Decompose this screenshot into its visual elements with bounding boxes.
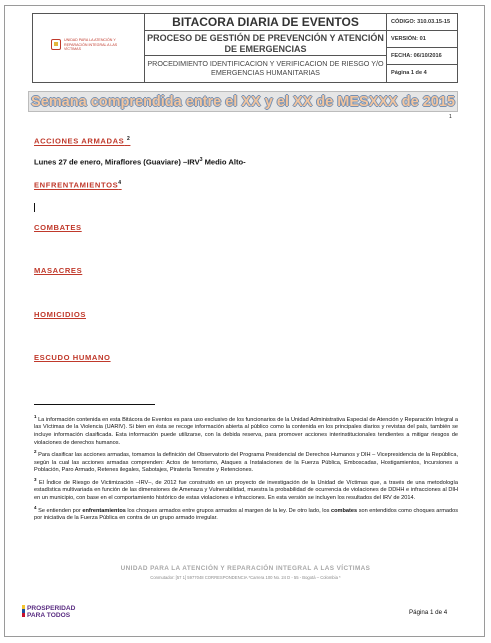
document-version: VERSIÓN: 01 — [387, 31, 457, 48]
footnote-number: 1 — [34, 414, 37, 419]
section-escudo-humano[interactable]: ESCUDO HUMANO — [34, 353, 111, 362]
unidad-victimas-logo — [51, 38, 124, 52]
footnote-number: 3 — [34, 476, 37, 482]
footnote-1 — [34, 413, 458, 447]
footnote-separator — [34, 404, 155, 405]
footnote-ref: 3 — [199, 157, 203, 163]
footnote-number: 2 — [34, 449, 37, 455]
footnote-term: combates — [331, 507, 358, 514]
procedure-name: PROCEDIMIENTO IDENTIFICACION Y VERIFICACION DE RIESGO Y/O EMERGENCIAS HUMANITARIAS — [147, 59, 384, 77]
footer-address: Conmutador: [57 1] 5977048 CORRESPONDENCIA *Carrera 100 No. 24 D - 55 - Bogotá – Colombia * — [150, 575, 341, 580]
process-name: PROCESO DE GESTIÓN DE PREVENCIÓN Y ATENCIÓN DE EMERGENCIAS — [145, 31, 386, 56]
footnote-ref: 4 — [118, 180, 122, 186]
footnote-4 — [34, 504, 458, 523]
section-homicidios[interactable]: HOMICIDIOS — [34, 310, 86, 319]
section-enfrentamientos[interactable] — [34, 180, 122, 190]
colombia-flag-icon — [22, 605, 25, 617]
section-acciones-armadas[interactable] — [34, 136, 130, 146]
footnote-text: Se entienden por — [36, 507, 83, 514]
text-cursor — [34, 203, 35, 212]
document-title: BITACORA DIARIA DE EVENTOS — [145, 14, 386, 31]
footer-organization: UNIDAD PARA LA ATENCIÓN Y REPARACIÓN INTEGRAL A LAS VÍCTIMAS — [120, 565, 371, 572]
banner-footnote-ref: 1 — [449, 114, 452, 120]
shield-icon — [51, 39, 61, 50]
footnote-3 — [34, 476, 458, 503]
week-title-banner[interactable]: Semana comprendida entre el XX y el XX de MESXXX de 2015 — [28, 91, 458, 112]
footnote-text: los choques armados entre grupos armados al margen de la ley. De otro lado, los — [125, 507, 331, 514]
footnote-number: 4 — [34, 504, 37, 510]
document-code: CÓDIGO: 310.03.15-15 — [387, 14, 457, 31]
logo-cell — [33, 14, 145, 82]
logo-text: UNIDAD PARA LA ATENCIÓN Y REPARACIÓN INTEGRAL A LAS VÍCTIMAS — [64, 38, 118, 51]
header-titles — [145, 14, 387, 82]
footnote-text: son entendidos como choques armados por iniciativa de la Fuerza Pública en contra de un grupo armado irregular. — [34, 507, 458, 521]
event-line[interactable] — [34, 157, 246, 167]
document-header — [32, 13, 458, 83]
section-masacres[interactable]: MASACRES — [34, 266, 83, 275]
footnote-text: Para clasificar las acciones armadas, tomamos la definición del Observatorio del Programa Presidencial de Derechos Humanos y DIH – Vicepresidencia de la República, según la cual las acciones armadas comprenden: Actos de terrorismo, Ataques a Instalaciones de la Fuerza Pública, Emboscadas, Hostigamientos, Incursiones a Población, Paro Armado, Retenes ilegales, Sabotajes, Piratería Terrestre y Retenciones. — [34, 452, 458, 474]
prosperidad-logo — [27, 605, 75, 619]
section-label: ACCIONES ARMADAS — [34, 136, 125, 146]
footnote-ref: 2 — [127, 136, 131, 142]
event-text: Lunes 27 de enero, Miraflores (Guaviare) –IRV — [34, 157, 200, 167]
header-page-number: Página 1 de 4 — [391, 70, 427, 76]
footnote-term: enfrentamientos — [82, 507, 126, 514]
brand-line-1: PROSPERIDAD — [27, 605, 76, 612]
section-combates[interactable]: COMBATES — [34, 223, 82, 232]
footnote-text: El Índice de Riesgo de Victimización –IRV–, de 2012 fue construido en un proyecto de investigación de la Unidad de Víctimas que, a través de una metodología estadística multivariada en función de las dimensiones de Amenaza y Vulnerabilidad, muestra la probabilidad de ocurrencia de violaciones de DDHH e infracciones al DIH en un municipio, con base en el comportamiento histórico de estas violaciones e infracciones. En esta versión se incluyen los resultados del IRV de 2014. — [34, 479, 458, 501]
footer-page-number: Página 1 de 4 — [409, 609, 448, 616]
section-label: ENFRENTAMIENTOS — [34, 180, 119, 190]
footnote-text: La información contenida en esta Bitácora de Eventos es para uso exclusivo de los funcionarios de la Unidad Administrativa Especial de Atención y Reparación Integral a las Víctimas de la Violencia (UARIV). Si bien en ésta se recoge información abierta al público como la contenida en los principales diarios y revistas del país, también se incluye información clasificada. Esta información puede utilizarse, con la debida reserva, para promover acciones interinstitucionales tendientes a mitigar riesgos de violaciones de derechos humanos. — [34, 416, 458, 446]
footnotes — [34, 413, 458, 524]
document-date: FECHA: 06/10/2016 — [387, 48, 457, 65]
brand-line-2: PARA TODOS — [27, 612, 71, 619]
footnote-2 — [34, 448, 458, 475]
header-meta — [387, 14, 457, 82]
event-risk-level: Medio Alto- — [202, 157, 246, 167]
